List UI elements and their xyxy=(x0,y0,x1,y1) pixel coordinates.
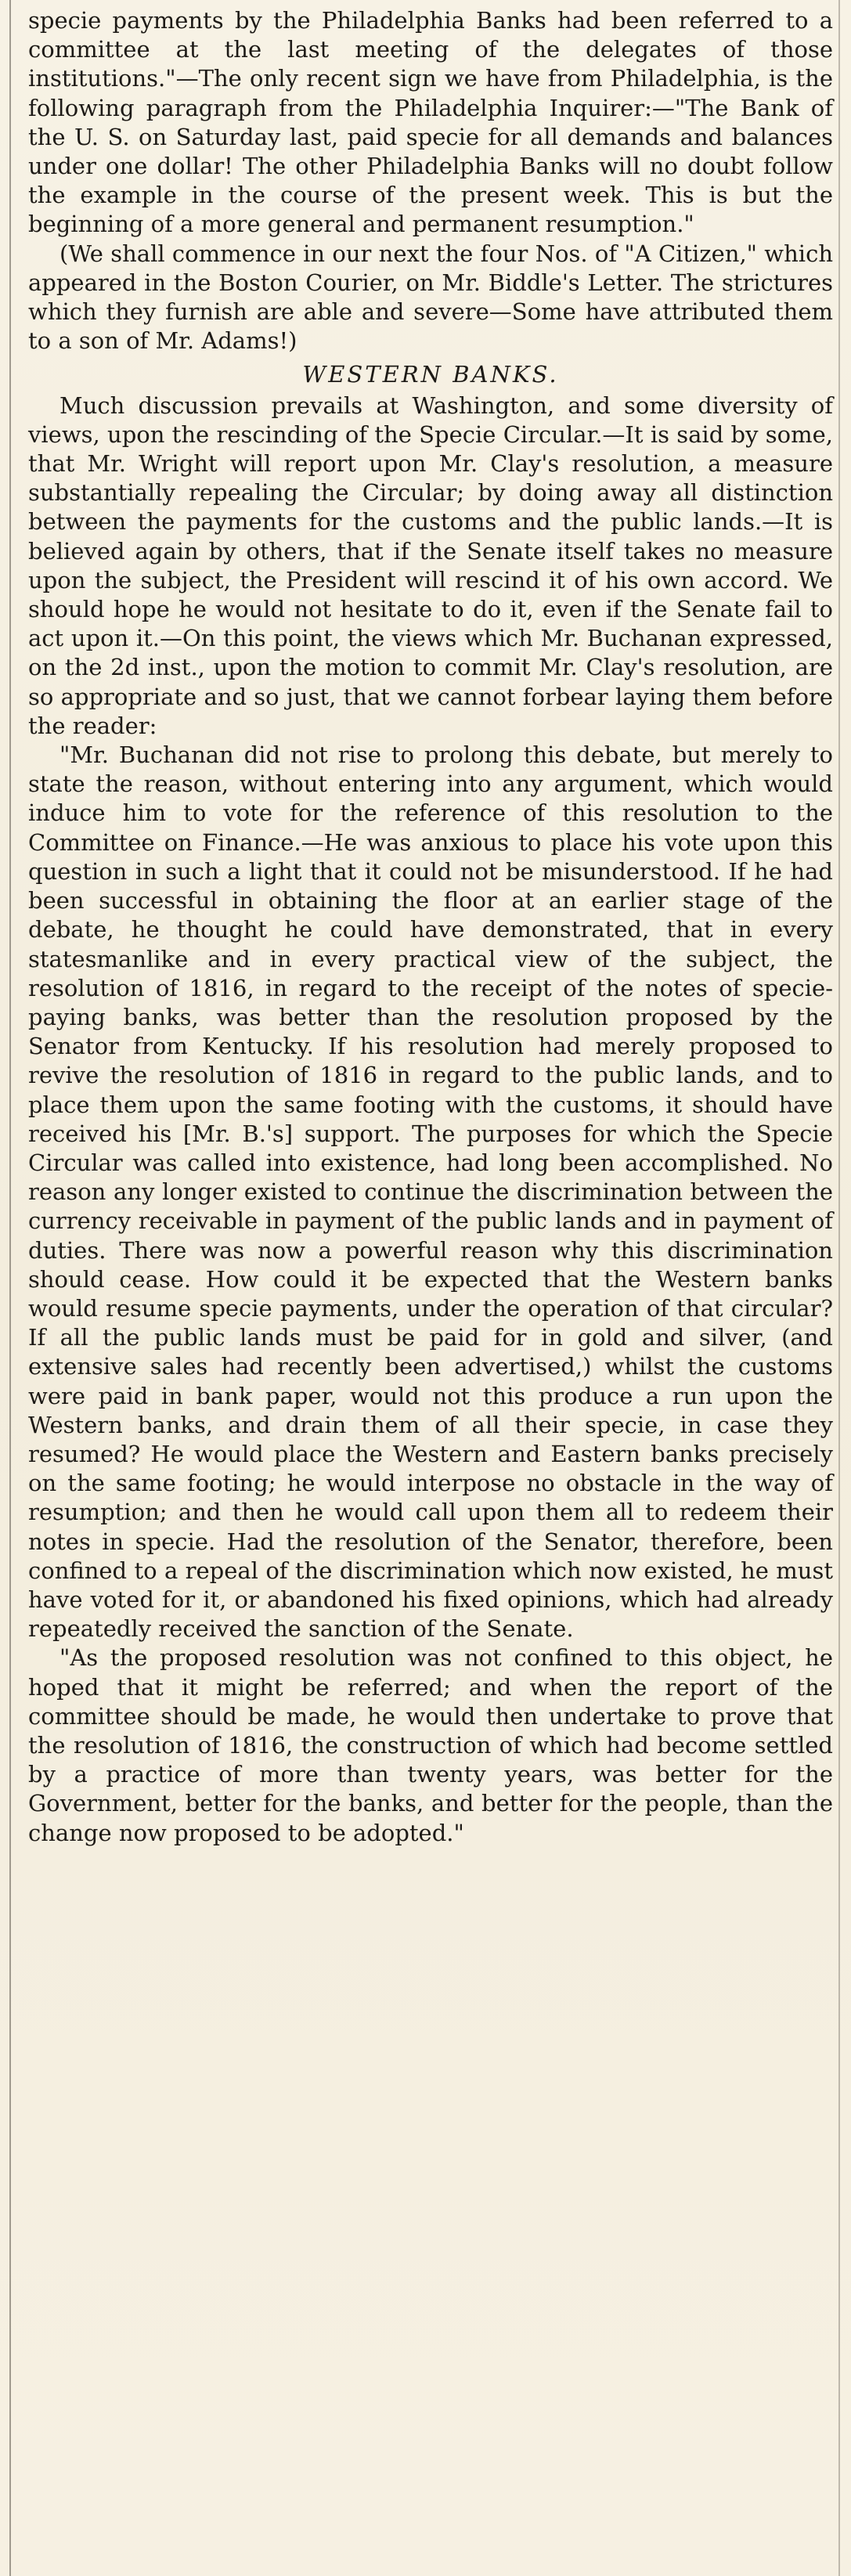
article-paragraph-citizen-notice: (We shall commence in our next the four Nos. of "A Citizen," which appeared in the Boston Courier, on Mr. Biddle's Letter. The strictures which they furnish are able and severe—Some have attributed them to a son of Mr. Adams!) xyxy=(28,240,833,355)
article-column xyxy=(28,6,833,1848)
article-paragraph-buchanan-quote: "Mr. Buchanan did not rise to prolong this debate, but merely to state the reason, without entering into any argument, which would induce him to vote for the reference of this resolution to the Committee on Finance.—He was anxious to place his vote upon this question in such a light that it could not be misunderstood. If he had been successful in obtaining the floor at an earlier stage of the debate, he thought he could have demonstrated, that in every statesmanlike and in every practical view of the subject, the resolution of 1816, in regard to the receipt of the notes of specie-paying banks, was better than the resolution proposed by the Senator from Kentucky. If his resolution had merely proposed to revive the resolution of 1816 in regard to the public lands, and to place them upon the same footing with the customs, it should have received his [Mr. B.'s] support. The purposes for which the Specie Circular was called into existence, had long been accomplished. No reason any longer existed to continue the discrimination between the currency receivable in payment of the public lands and in payment of duties. There was now a powerful reason why this discrimination should cease. How could it be expected that the Western banks would resume specie payments, under the operation of that circular? If all the public lands must be paid for in gold and silver, (and extensive sales had recently been advertised,) whilst the customs were paid in bank paper, would not this produce a run upon the Western banks, and drain them of all their specie, in case they resumed? He would place the Western and Eastern banks precisely on the same footing; he would interpose no obstacle in the way of resumption; and then he would call upon them all to redeem their notes in specie. Had the resolution of the Senator, therefore, been confined to a repeal of the discrimination which now existed, he must have voted for it, or abandoned his fixed opinions, which had already repeatedly received the sanction of the Senate. xyxy=(28,741,833,1643)
article-paragraph-specie-payments: specie payments by the Philadelphia Banks had been referred to a committee at the last meeting of the delegates of those institutions."—The only recent sign we have from Philadelphia, is the following paragraph from the Philadelphia Inquirer:—"The Bank of the U. S. on Saturday last, paid specie for all demands and balances under one dollar! The other Philadelphia Banks will no doubt follow the example in the course of the present week. This is but the beginning of a more general and permanent resumption." xyxy=(28,7,833,238)
article-paragraph-discussion: Much discussion prevails at Washington, and some diversity of views, upon the rescinding of the Specie Circular.—It is said by some, that Mr. Wright will report upon Mr. Clay's resolution, a measure substantially repealing the Circular; by doing away all distinction between the payments for the customs and the public lands.—It is believed again by others, that if the Senate itself takes no measure upon the subject, the President will rescind it of his own accord. We should hope he would not hesitate to do it, even if the Senate fail to act upon it.—On this point, the views which Mr. Buchanan expressed, on the 2d inst., upon the motion to commit Mr. Clay's resolution, are so appropriate and so just, that we cannot forbear laying them before the reader: xyxy=(28,391,833,739)
column-rule-left xyxy=(9,0,11,2576)
column-rule-right xyxy=(838,0,840,2576)
article-paragraph-resolution-quote: "As the proposed resolution was not confined to this object, he hoped that it might be referred; and when the report of the committee should be made, he would then undertake to prove that the resolution of 1816, the construction of which had become settled by a practice of more than twenty years, was better for the Government, better for the banks, and better for the people, than the change now proposed to be adopted." xyxy=(28,1644,833,1846)
section-heading-western-banks: WESTERN BANKS. xyxy=(302,361,559,388)
